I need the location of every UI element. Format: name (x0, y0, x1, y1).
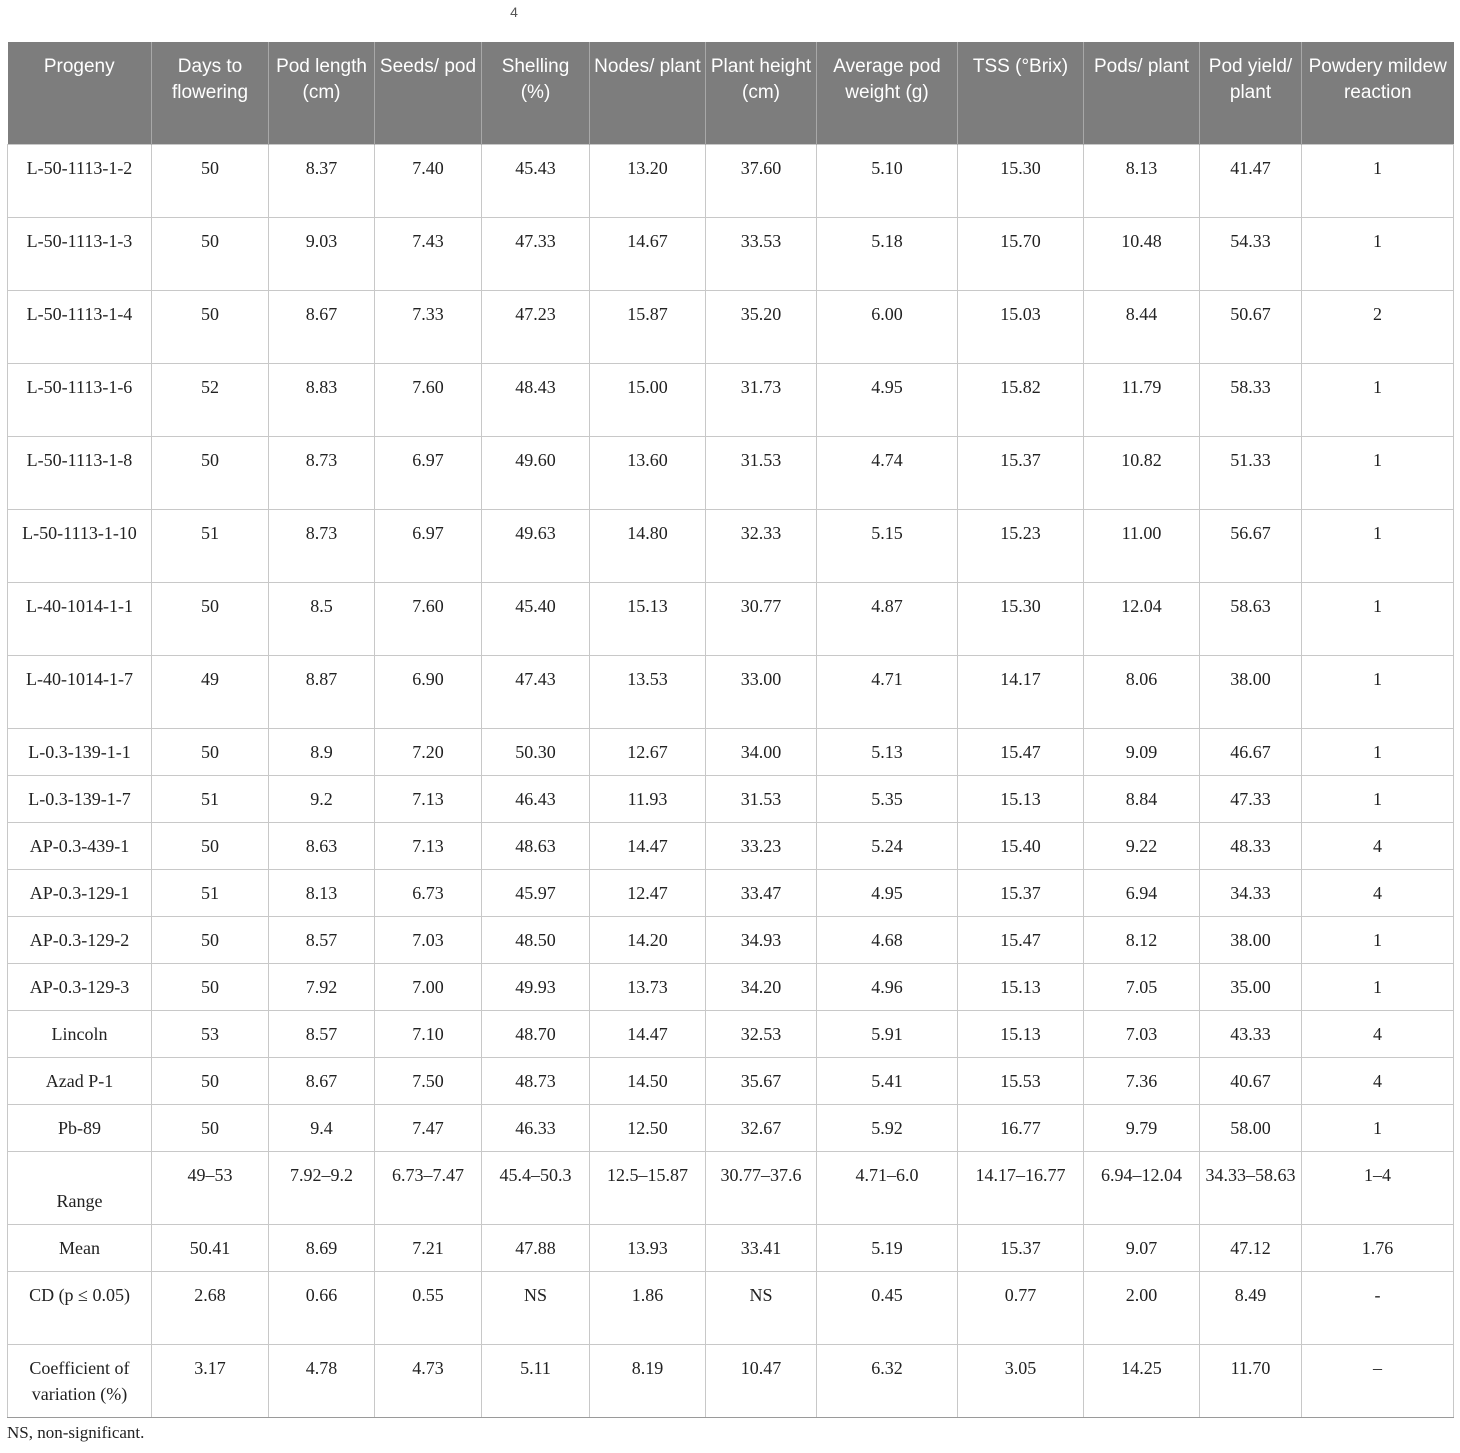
table-cell: 6.00 (817, 290, 958, 363)
table-cell: 45.4–50.3 (482, 1151, 590, 1224)
table-cell: 1 (1302, 655, 1454, 728)
row-label-cell: Pb-89 (8, 1104, 152, 1151)
table-cell: 14.17–16.77 (958, 1151, 1084, 1224)
table-row (8, 363, 1454, 436)
table-cell: 10.48 (1084, 217, 1200, 290)
table-row (8, 290, 1454, 363)
table-cell: 1 (1302, 916, 1454, 963)
table-cell: 6.32 (817, 1344, 958, 1417)
table-cell: 4.96 (817, 963, 958, 1010)
page-number: 4 (510, 4, 518, 20)
table-cell: 56.67 (1200, 509, 1302, 582)
column-header-nodes-per-plant: Nodes/ plant (590, 42, 706, 144)
table-cell: - (1302, 1271, 1454, 1344)
table-cell: 49.63 (482, 509, 590, 582)
table-cell: 8.67 (269, 290, 375, 363)
table-cell: 50.41 (152, 1224, 269, 1271)
row-label-cell: L-50-1113-1-8 (8, 436, 152, 509)
table-cell: 6.94–12.04 (1084, 1151, 1200, 1224)
table-cell: 4.73 (375, 1344, 482, 1417)
table-cell: 9.2 (269, 775, 375, 822)
table-cell: 8.57 (269, 1010, 375, 1057)
table-cell: 5.11 (482, 1344, 590, 1417)
table-row (8, 1344, 1454, 1417)
table-cell: 7.60 (375, 363, 482, 436)
table-cell: 1 (1302, 775, 1454, 822)
table-cell: 14.47 (590, 822, 706, 869)
table-cell: 4.95 (817, 869, 958, 916)
table-cell: 51 (152, 869, 269, 916)
table-cell: 1 (1302, 728, 1454, 775)
table-cell: 8.44 (1084, 290, 1200, 363)
table-cell: 38.00 (1200, 655, 1302, 728)
table-cell: 8.13 (1084, 144, 1200, 217)
table-cell: 45.97 (482, 869, 590, 916)
table-cell: 37.60 (706, 144, 817, 217)
table-cell: 30.77 (706, 582, 817, 655)
table-cell: 15.53 (958, 1057, 1084, 1104)
table-cell: 47.33 (482, 217, 590, 290)
column-header-progeny: Progeny (8, 42, 152, 144)
table-cell: 14.67 (590, 217, 706, 290)
table-cell: 49.60 (482, 436, 590, 509)
table-cell: 11.79 (1084, 363, 1200, 436)
table-row (8, 1224, 1454, 1271)
table-cell: 14.47 (590, 1010, 706, 1057)
table-cell: 9.79 (1084, 1104, 1200, 1151)
row-label-cell: Coefficient of variation (%) (8, 1344, 152, 1417)
table-cell: 14.25 (1084, 1344, 1200, 1417)
row-label-cell: L-40-1014-1-7 (8, 655, 152, 728)
table-cell: 47.12 (1200, 1224, 1302, 1271)
row-label-cell: AP-0.3-129-1 (8, 869, 152, 916)
table-cell: 49 (152, 655, 269, 728)
table-cell: 48.70 (482, 1010, 590, 1057)
table-cell: 50.30 (482, 728, 590, 775)
column-header-average-pod-weight: Average pod weight (g) (817, 42, 958, 144)
table-body (8, 144, 1454, 1417)
column-header-powdery-mildew-reaction: Powdery mildew reaction (1302, 42, 1454, 144)
table-cell: 13.53 (590, 655, 706, 728)
table-cell: 47.43 (482, 655, 590, 728)
table-cell: 8.73 (269, 509, 375, 582)
table-cell: 48.43 (482, 363, 590, 436)
row-label-cell: Azad P-1 (8, 1057, 152, 1104)
row-label-cell: L-50-1113-1-4 (8, 290, 152, 363)
table-cell: 16.77 (958, 1104, 1084, 1151)
row-label-cell: Range (8, 1151, 152, 1224)
table-cell: 12.50 (590, 1104, 706, 1151)
table-cell: 34.33–58.63 (1200, 1151, 1302, 1224)
table-cell: 4.78 (269, 1344, 375, 1417)
table-cell: 9.07 (1084, 1224, 1200, 1271)
table-cell: 8.57 (269, 916, 375, 963)
table-cell: 8.9 (269, 728, 375, 775)
table-cell: 5.19 (817, 1224, 958, 1271)
column-header-seeds-per-pod: Seeds/ pod (375, 42, 482, 144)
table-cell: 51.33 (1200, 436, 1302, 509)
row-label-cell: CD (p ≤ 0.05) (8, 1271, 152, 1344)
table-cell: 0.55 (375, 1271, 482, 1344)
table-cell: 33.23 (706, 822, 817, 869)
row-label-cell: L-50-1113-1-6 (8, 363, 152, 436)
table-cell: 9.4 (269, 1104, 375, 1151)
table-cell: 12.47 (590, 869, 706, 916)
table-cell: 14.17 (958, 655, 1084, 728)
table-cell: 33.47 (706, 869, 817, 916)
table-cell: 8.49 (1200, 1271, 1302, 1344)
table-cell: 1 (1302, 509, 1454, 582)
column-header-plant-height: Plant height (cm) (706, 42, 817, 144)
table-cell: 1–4 (1302, 1151, 1454, 1224)
table-cell: 1 (1302, 963, 1454, 1010)
table-cell: 2.00 (1084, 1271, 1200, 1344)
table-cell: 50.67 (1200, 290, 1302, 363)
table-cell: 7.13 (375, 775, 482, 822)
table-cell: 53 (152, 1010, 269, 1057)
table-cell: 4 (1302, 869, 1454, 916)
table-row (8, 217, 1454, 290)
table-cell: 11.70 (1200, 1344, 1302, 1417)
table-cell: 8.84 (1084, 775, 1200, 822)
row-label-cell: L-50-1113-1-10 (8, 509, 152, 582)
table-cell: 4 (1302, 1057, 1454, 1104)
table-cell: 58.00 (1200, 1104, 1302, 1151)
column-header-tss: TSS (°Brix) (958, 42, 1084, 144)
table-cell: 15.13 (590, 582, 706, 655)
table-cell: 14.80 (590, 509, 706, 582)
table-cell: 7.43 (375, 217, 482, 290)
table-cell: 46.43 (482, 775, 590, 822)
row-label-cell: L-0.3-139-1-7 (8, 775, 152, 822)
table-cell: 8.67 (269, 1057, 375, 1104)
table-cell: 7.05 (1084, 963, 1200, 1010)
table-cell: 34.00 (706, 728, 817, 775)
table-cell: 33.53 (706, 217, 817, 290)
table-cell: 31.53 (706, 775, 817, 822)
table-cell: 49–53 (152, 1151, 269, 1224)
table-cell: 8.06 (1084, 655, 1200, 728)
table-cell: 0.77 (958, 1271, 1084, 1344)
table-cell: 50 (152, 822, 269, 869)
table-cell: 5.91 (817, 1010, 958, 1057)
table-cell: 15.13 (958, 1010, 1084, 1057)
table-cell: 15.13 (958, 775, 1084, 822)
table-cell: 15.13 (958, 963, 1084, 1010)
table-cell: 32.67 (706, 1104, 817, 1151)
table-cell: 14.50 (590, 1057, 706, 1104)
table-cell: 9.03 (269, 217, 375, 290)
table-cell: 35.67 (706, 1057, 817, 1104)
table-cell: 4 (1302, 822, 1454, 869)
table-cell: 50 (152, 290, 269, 363)
table-cell: 15.70 (958, 217, 1084, 290)
table-cell: 3.05 (958, 1344, 1084, 1417)
table-cell: 8.69 (269, 1224, 375, 1271)
table-cell: 7.40 (375, 144, 482, 217)
table-cell: 5.35 (817, 775, 958, 822)
table-cell: 4.68 (817, 916, 958, 963)
table-cell: 1 (1302, 363, 1454, 436)
table-cell: 3.17 (152, 1344, 269, 1417)
column-header-pods-per-plant: Pods/ plant (1084, 42, 1200, 144)
table-cell: 7.47 (375, 1104, 482, 1151)
table-cell: 5.10 (817, 144, 958, 217)
table-row (8, 1010, 1454, 1057)
table-cell: 45.40 (482, 582, 590, 655)
table-cell: 15.47 (958, 728, 1084, 775)
table-cell: 50 (152, 1104, 269, 1151)
table-cell: 11.00 (1084, 509, 1200, 582)
table-cell: 34.20 (706, 963, 817, 1010)
table-cell: 8.19 (590, 1344, 706, 1417)
table-cell: 50 (152, 144, 269, 217)
table-cell: 8.37 (269, 144, 375, 217)
table-cell: 35.20 (706, 290, 817, 363)
table-row (8, 822, 1454, 869)
table-cell: 13.93 (590, 1224, 706, 1271)
table-cell: 5.15 (817, 509, 958, 582)
table-cell: 15.30 (958, 582, 1084, 655)
table-cell: 15.30 (958, 144, 1084, 217)
column-header-shelling: Shelling (%) (482, 42, 590, 144)
table-cell: 50 (152, 916, 269, 963)
table-cell: 15.37 (958, 869, 1084, 916)
table-cell: 48.33 (1200, 822, 1302, 869)
table-cell: 43.33 (1200, 1010, 1302, 1057)
table-cell: 54.33 (1200, 217, 1302, 290)
table-cell: 7.00 (375, 963, 482, 1010)
table-cell: NS (482, 1271, 590, 1344)
table-row (8, 1271, 1454, 1344)
table-row (8, 916, 1454, 963)
table-cell: 50 (152, 963, 269, 1010)
table-cell: 5.92 (817, 1104, 958, 1151)
table-cell: 9.09 (1084, 728, 1200, 775)
table-cell: 34.93 (706, 916, 817, 963)
table-cell: 15.37 (958, 1224, 1084, 1271)
table-cell: 13.60 (590, 436, 706, 509)
table-cell: 4.71–6.0 (817, 1151, 958, 1224)
table-cell: 32.53 (706, 1010, 817, 1057)
table-cell: 52 (152, 363, 269, 436)
table-row (8, 144, 1454, 217)
table-cell: 13.20 (590, 144, 706, 217)
table-cell: 38.00 (1200, 916, 1302, 963)
table-cell: 5.24 (817, 822, 958, 869)
table-cell: 7.60 (375, 582, 482, 655)
table-cell: 8.5 (269, 582, 375, 655)
table-cell: 0.66 (269, 1271, 375, 1344)
table-cell: 8.63 (269, 822, 375, 869)
table-row (8, 775, 1454, 822)
table-cell: 6.73–7.47 (375, 1151, 482, 1224)
table-cell: 15.82 (958, 363, 1084, 436)
table-cell: 15.03 (958, 290, 1084, 363)
table-cell: NS (706, 1271, 817, 1344)
table-cell: 15.23 (958, 509, 1084, 582)
table-cell: 7.03 (375, 916, 482, 963)
table-cell: 49.93 (482, 963, 590, 1010)
table-cell: 5.18 (817, 217, 958, 290)
table-cell: 12.04 (1084, 582, 1200, 655)
table-cell: 6.97 (375, 436, 482, 509)
table-cell: 51 (152, 775, 269, 822)
row-label-cell: L-40-1014-1-1 (8, 582, 152, 655)
table-cell: 41.47 (1200, 144, 1302, 217)
table-cell: 13.73 (590, 963, 706, 1010)
table-cell: 14.20 (590, 916, 706, 963)
table-row (8, 582, 1454, 655)
table-cell: 4.95 (817, 363, 958, 436)
table-cell: 8.13 (269, 869, 375, 916)
table-cell: 47.23 (482, 290, 590, 363)
table-cell: 8.83 (269, 363, 375, 436)
table-cell: 6.94 (1084, 869, 1200, 916)
column-header-days-to-flowering: Days to flowering (152, 42, 269, 144)
column-header-pod-length: Pod length (cm) (269, 42, 375, 144)
table-cell: 50 (152, 436, 269, 509)
table-cell: 33.00 (706, 655, 817, 728)
row-label-cell: AP-0.3-129-3 (8, 963, 152, 1010)
table-cell: 1 (1302, 144, 1454, 217)
table-cell: 6.97 (375, 509, 482, 582)
table-cell: 50 (152, 582, 269, 655)
table-cell: 46.33 (482, 1104, 590, 1151)
row-label-cell: L-50-1113-1-3 (8, 217, 152, 290)
table-row (8, 1057, 1454, 1104)
table-cell: 10.47 (706, 1344, 817, 1417)
column-header-pod-yield-per-plant: Pod yield/ plant (1200, 42, 1302, 144)
table-row (8, 1104, 1454, 1151)
header-row (8, 42, 1454, 144)
table-cell: 48.73 (482, 1057, 590, 1104)
table-cell: 1 (1302, 217, 1454, 290)
table-cell: 51 (152, 509, 269, 582)
table-cell: 5.13 (817, 728, 958, 775)
row-label-cell: Mean (8, 1224, 152, 1271)
table-cell: 7.36 (1084, 1057, 1200, 1104)
table-cell: 7.92 (269, 963, 375, 1010)
table-cell: 1 (1302, 436, 1454, 509)
table-cell: 45.43 (482, 144, 590, 217)
table-cell: 48.50 (482, 916, 590, 963)
table-cell: 15.37 (958, 436, 1084, 509)
table-cell: 2.68 (152, 1271, 269, 1344)
row-label-cell: L-0.3-139-1-1 (8, 728, 152, 775)
table-cell: 58.63 (1200, 582, 1302, 655)
table-cell: 47.88 (482, 1224, 590, 1271)
table-cell: 8.87 (269, 655, 375, 728)
table-cell: 1.76 (1302, 1224, 1454, 1271)
table-row (8, 1151, 1454, 1224)
table-cell: 7.92–9.2 (269, 1151, 375, 1224)
table-cell: – (1302, 1344, 1454, 1417)
table-cell: 7.50 (375, 1057, 482, 1104)
row-label-cell: AP-0.3-129-2 (8, 916, 152, 963)
table-cell: 7.20 (375, 728, 482, 775)
table-row (8, 436, 1454, 509)
table-cell: 4.87 (817, 582, 958, 655)
table-cell: 47.33 (1200, 775, 1302, 822)
table-cell: 50 (152, 217, 269, 290)
table-row (8, 509, 1454, 582)
table-row (8, 869, 1454, 916)
table-cell: 4 (1302, 1010, 1454, 1057)
table-cell: 8.73 (269, 436, 375, 509)
table-row (8, 728, 1454, 775)
table-cell: 8.12 (1084, 916, 1200, 963)
table-cell: 46.67 (1200, 728, 1302, 775)
table-cell: 2 (1302, 290, 1454, 363)
table-cell: 12.67 (590, 728, 706, 775)
table-cell: 1 (1302, 582, 1454, 655)
table-cell: 1 (1302, 1104, 1454, 1151)
table-cell: 35.00 (1200, 963, 1302, 1010)
row-label-cell: Lincoln (8, 1010, 152, 1057)
table-cell: 11.93 (590, 775, 706, 822)
table-cell: 7.03 (1084, 1010, 1200, 1057)
table-cell: 5.41 (817, 1057, 958, 1104)
table-cell: 50 (152, 1057, 269, 1104)
table-cell: 58.33 (1200, 363, 1302, 436)
table-cell: 34.33 (1200, 869, 1302, 916)
table-cell: 15.40 (958, 822, 1084, 869)
table-cell: 7.21 (375, 1224, 482, 1271)
table-cell: 50 (152, 728, 269, 775)
table-cell: 33.41 (706, 1224, 817, 1271)
table-cell: 9.22 (1084, 822, 1200, 869)
table-cell: 31.73 (706, 363, 817, 436)
row-label-cell: AP-0.3-439-1 (8, 822, 152, 869)
table-cell: 12.5–15.87 (590, 1151, 706, 1224)
table-cell: 7.33 (375, 290, 482, 363)
table-cell: 7.10 (375, 1010, 482, 1057)
table-cell: 31.53 (706, 436, 817, 509)
table-cell: 6.73 (375, 869, 482, 916)
table-cell: 48.63 (482, 822, 590, 869)
table-cell: 7.13 (375, 822, 482, 869)
table-cell: 0.45 (817, 1271, 958, 1344)
table-cell: 4.74 (817, 436, 958, 509)
table-footnote: NS, non-significant. (7, 1423, 145, 1442)
row-label-cell: L-50-1113-1-2 (8, 144, 152, 217)
table-cell: 32.33 (706, 509, 817, 582)
table-cell: 15.47 (958, 916, 1084, 963)
table-row (8, 655, 1454, 728)
table-cell: 10.82 (1084, 436, 1200, 509)
progeny-traits-table (7, 42, 1454, 1418)
table-cell: 40.67 (1200, 1057, 1302, 1104)
table-cell: 15.87 (590, 290, 706, 363)
table-row (8, 963, 1454, 1010)
table-cell: 30.77–37.6 (706, 1151, 817, 1224)
table-cell: 15.00 (590, 363, 706, 436)
table-cell: 6.90 (375, 655, 482, 728)
table-cell: 1.86 (590, 1271, 706, 1344)
table-cell: 4.71 (817, 655, 958, 728)
